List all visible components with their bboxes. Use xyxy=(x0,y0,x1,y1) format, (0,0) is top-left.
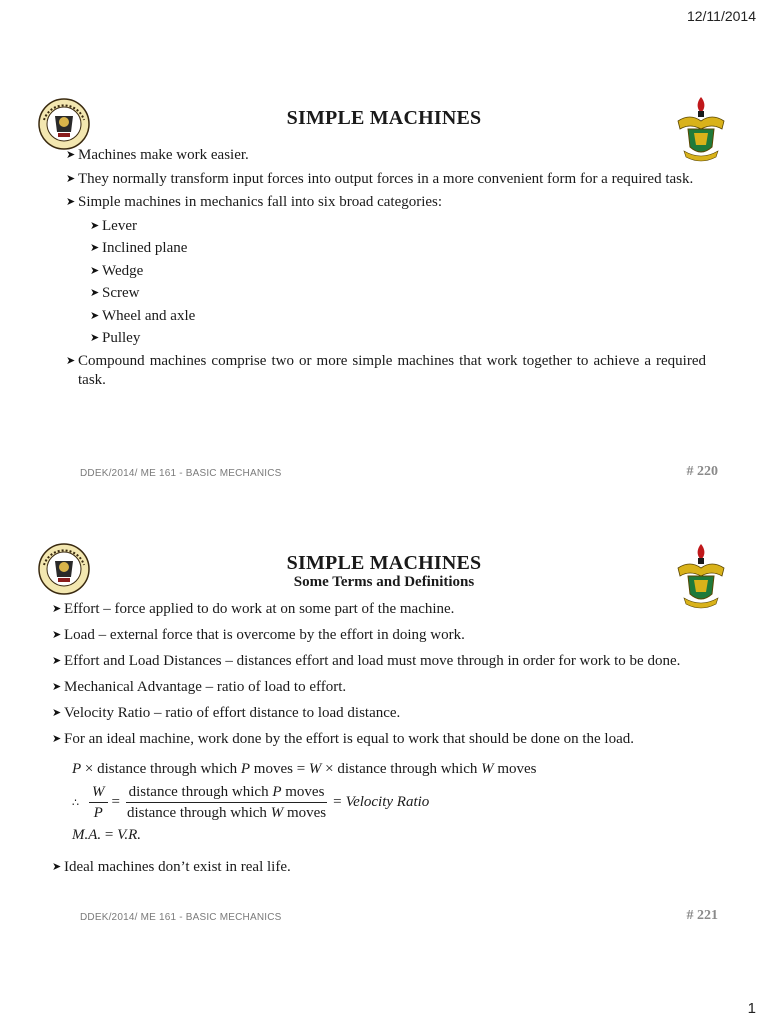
page-date: 12/11/2014 xyxy=(686,8,756,24)
category-item-lever: ➤ Lever xyxy=(66,217,706,237)
footer-course-label: DDEK/2014/ ME 161 - BASIC MECHANICS xyxy=(80,468,282,479)
arrow-bullet-icon: ➤ xyxy=(52,603,62,615)
list-item: ➤ Compound machines comprise two or more simple machines that work together to achieve a required task. xyxy=(66,352,706,388)
w-over-p-fraction: $\frac{W}{P}$ xyxy=(89,782,108,823)
definition-distances: ➤ Effort and Load Distances – distances effort and load must move through in order for work to be done. xyxy=(52,652,732,672)
bullet-list xyxy=(66,146,706,395)
category-item-screw: ➤ Screw xyxy=(66,284,706,304)
definitions-list xyxy=(52,600,732,756)
ma-equals-vr-equation: M.A. = V.R. xyxy=(72,827,142,843)
slide-subtitle: Some Terms and Definitions xyxy=(293,574,475,590)
closing-bullet xyxy=(52,858,732,884)
category-item-pulley: ➤ Pulley xyxy=(66,329,706,349)
arrow-bullet-icon: ➤ xyxy=(90,219,100,232)
slide-220 xyxy=(0,90,768,490)
page-number: 1 xyxy=(747,1000,756,1017)
definition-mechanical-advantage: ➤ Mechanical Advantage – ratio of load to effort. xyxy=(52,678,732,698)
slide-title: SIMPLE MACHINES xyxy=(286,552,482,574)
definition-velocity-ratio: ➤ Velocity Ratio – ratio of effort distance to load distance. xyxy=(52,704,732,724)
footer-slide-number: # 221 xyxy=(686,908,718,923)
slide-221 xyxy=(0,540,768,940)
work-balance-equation: P × distance through which P moves = W × distance through which W moves xyxy=(72,761,537,777)
arrow-bullet-icon: ➤ xyxy=(90,242,100,254)
arrow-bullet-icon: ➤ xyxy=(90,332,100,344)
arrow-bullet-icon: ➤ xyxy=(66,196,76,208)
distance-fraction: $\frac{\text{distance through which P moves}}{\text{distance through which W moves}}$ xyxy=(126,783,327,821)
category-item-wedge: ➤ Wedge xyxy=(66,262,706,282)
footer-course-label: DDEK/2014/ ME 161 - BASIC MECHANICS xyxy=(80,912,282,923)
arrow-bullet-icon: ➤ xyxy=(52,681,62,693)
arrow-bullet-icon: ➤ xyxy=(66,172,76,185)
list-item: ➤ Machines make work easier. xyxy=(66,146,706,166)
category-item-wheel-and-axle: ➤ Wheel and axle xyxy=(66,307,706,327)
therefore-symbol: ∴ xyxy=(72,796,79,809)
definition-load: ➤ Load – external force that is overcome by the effort in doing work. xyxy=(52,626,732,646)
arrow-bullet-icon: ➤ xyxy=(66,354,76,367)
arrow-bullet-icon: ➤ xyxy=(66,149,76,161)
list-item: ➤ Simple machines in mechanics fall into six broad categories: xyxy=(66,193,706,213)
arrow-bullet-icon: ➤ xyxy=(90,287,100,299)
slide-title: SIMPLE MACHINES xyxy=(286,107,482,129)
ideal-machine-statement: ➤ For an ideal machine, work done by the effort is equal to work that should be done on the load. xyxy=(52,730,732,750)
arrow-bullet-icon: ➤ xyxy=(90,264,100,277)
ideal-machine-equations xyxy=(72,758,572,846)
arrow-bullet-icon: ➤ xyxy=(52,655,62,667)
list-item: ➤ Ideal machines don’t exist in real life. xyxy=(52,858,732,878)
velocity-ratio-equation: ∴ $\frac{W}{P}$ = $\frac{\text{distance through which P moves}}{\text{distance through which W moves}}$ = Velocity Ratio xyxy=(72,783,430,821)
list-item: ➤ They normally transform input forces into output forces in a more convenient form for a required task. xyxy=(66,170,706,190)
definition-effort: ➤ Effort – force applied to do work at on some part of the machine. xyxy=(52,600,732,620)
category-item-inclined-plane: ➤ Inclined plane xyxy=(66,239,706,259)
footer-slide-number: # 220 xyxy=(686,464,718,479)
arrow-bullet-icon: ➤ xyxy=(52,629,62,641)
arrow-bullet-icon: ➤ xyxy=(52,733,62,745)
arrow-bullet-icon: ➤ xyxy=(52,707,62,719)
arrow-bullet-icon: ➤ xyxy=(90,309,100,322)
arrow-bullet-icon: ➤ xyxy=(52,861,62,873)
